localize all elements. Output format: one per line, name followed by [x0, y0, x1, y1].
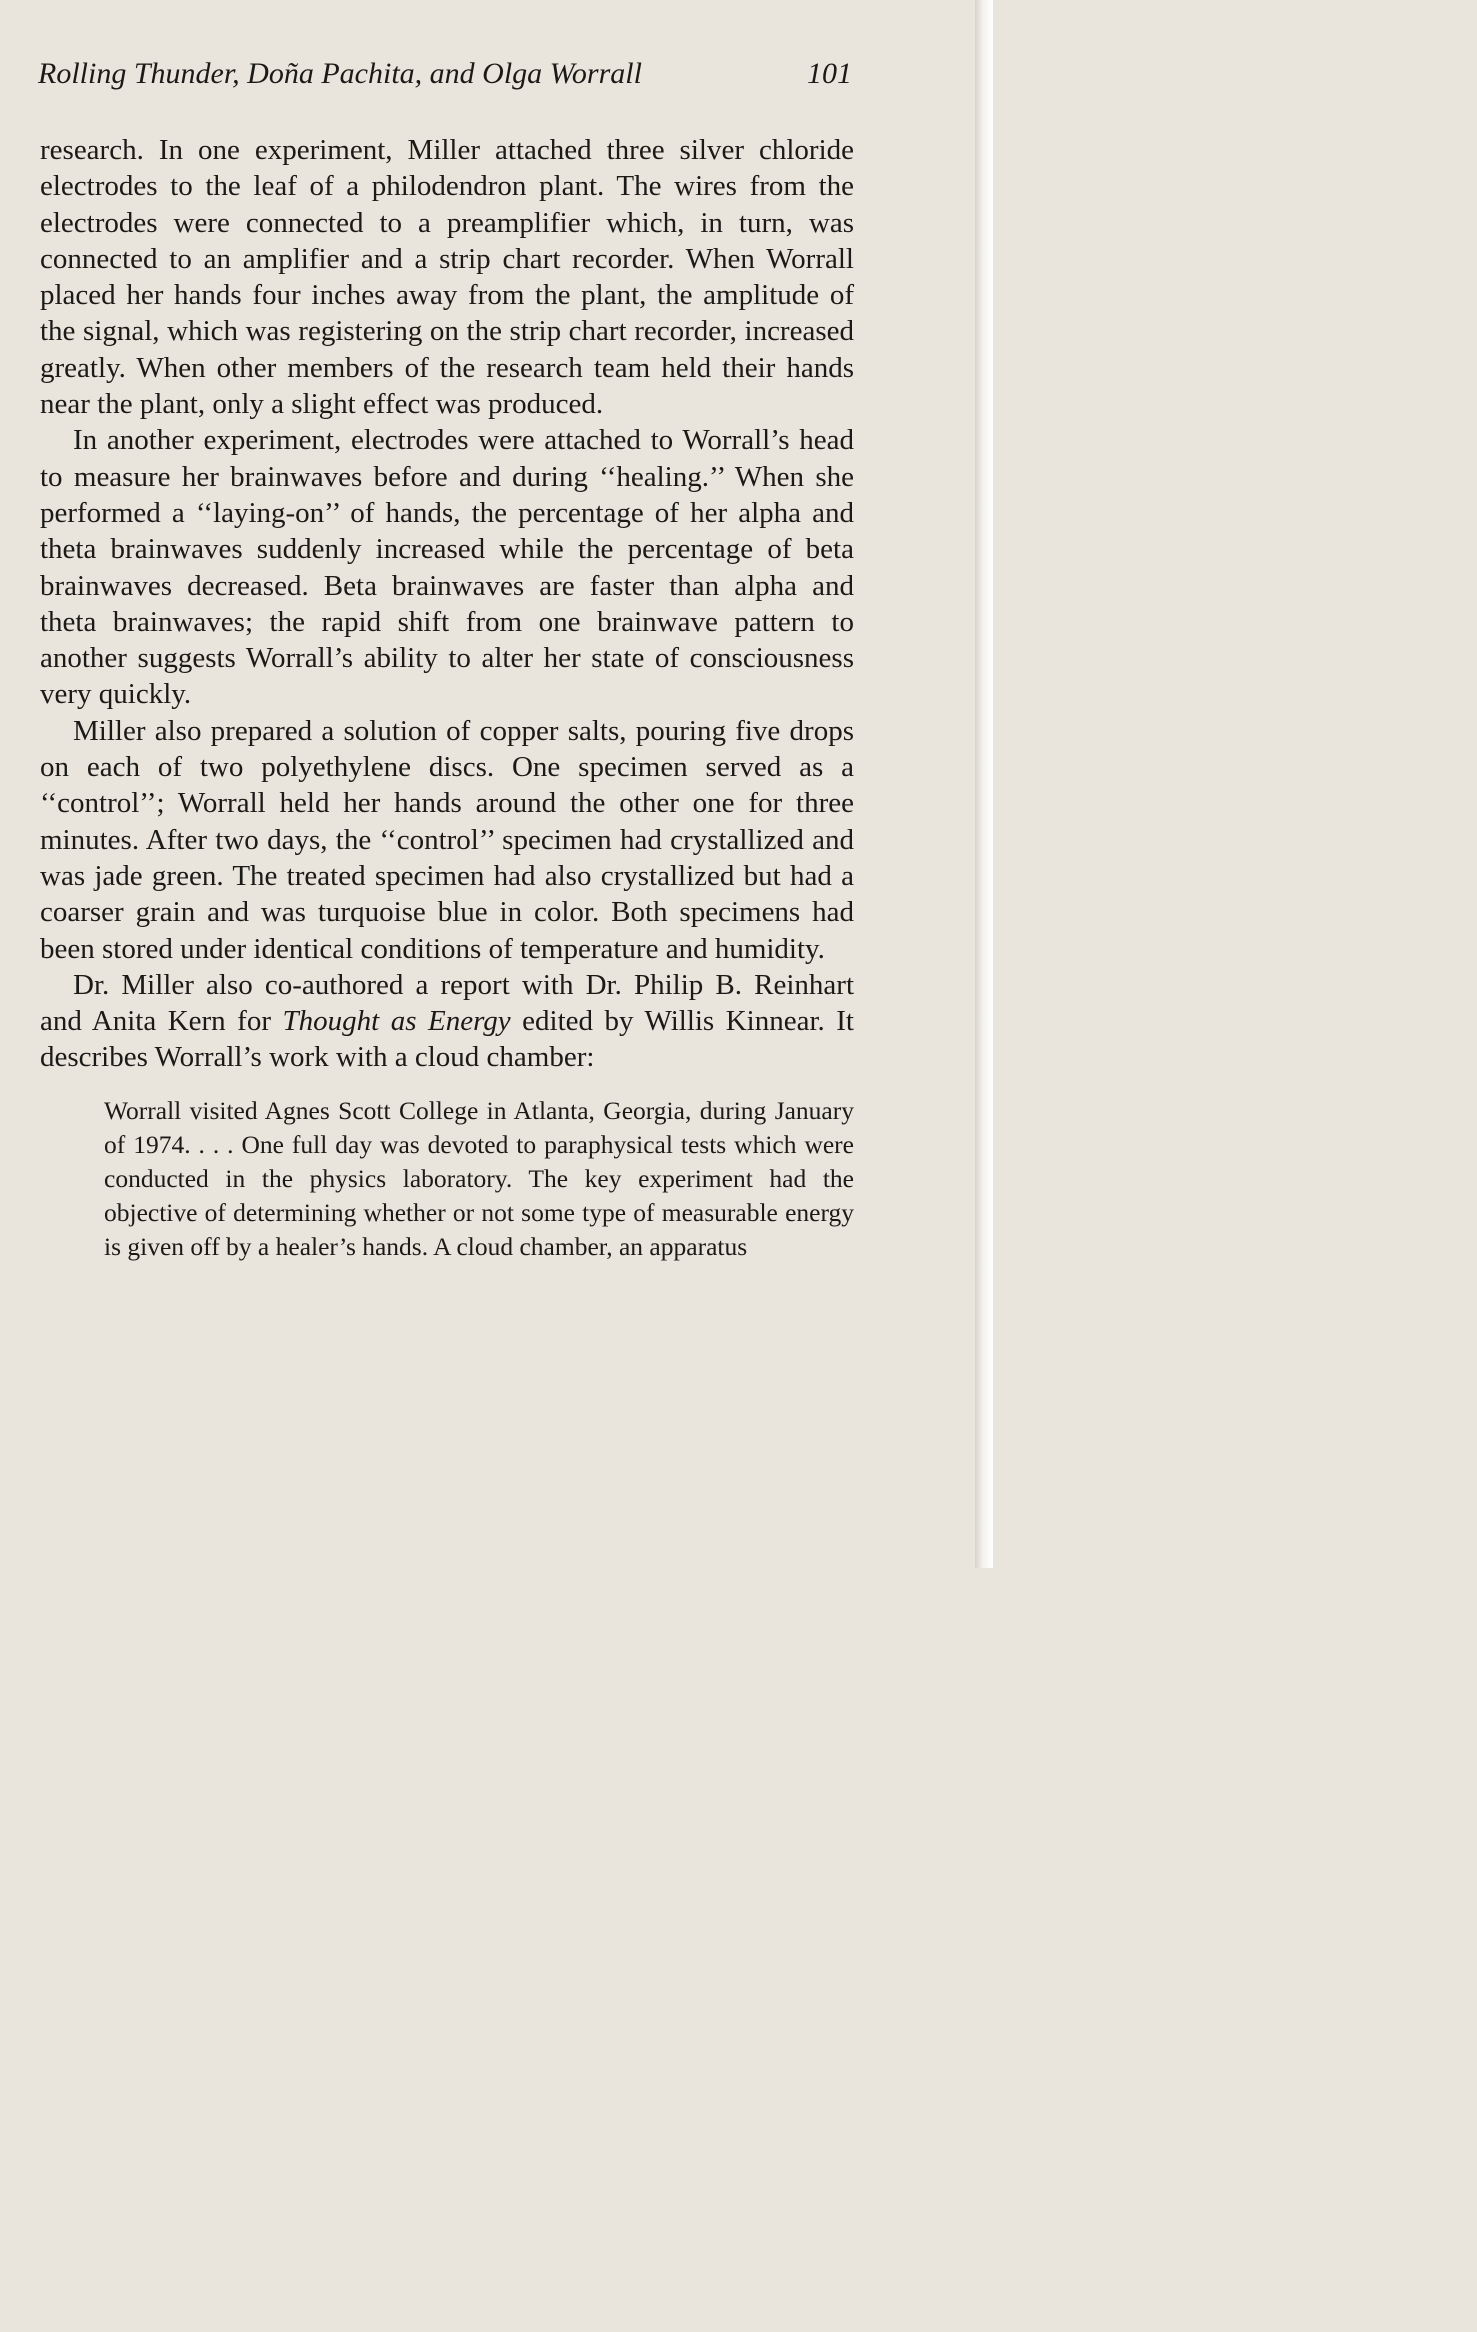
page-edge — [975, 0, 993, 1568]
block-quote: Worrall visited Agnes Scott College in Atlanta, Georgia, during January of 1974. . . . One full day was devoted to paraphysical tests which were conducted in the physics laboratory. The key experiment had the objective of determining whether or not some type of measurable energy is given off by a healer’s hands. A cloud chamber, an apparatus — [104, 1095, 854, 1261]
paragraph-3: Miller also prepared a solution of copper salts, pouring five drops on each of two polyethylene discs. One specimen served as a ‘‘control’’; Worrall held her hands around the other one for three minutes. After two days, the ‘‘control’’ specimen had crystallized and was jade green. The treated specimen had also crystallized but had a coarser grain and was turquoise blue in color. Both specimens had been stored under identical conditions of temperature and humidity. — [40, 714, 854, 965]
paragraph-4-text-end: edited by Willis Kinnear. It describes Worrall’s work with a cloud chamber: — [40, 1005, 854, 1074]
book-title: Thought as Energy — [282, 1005, 511, 1038]
body-text — [40, 132, 854, 1264]
page-number: 101 — [807, 57, 852, 90]
paragraph-1: research. In one experiment, Miller attached three silver chloride electrodes to the leaf of a philodendron plant. The wires from the electrodes were connected to a preamplifier which, in turn, was connected to an amplifier and a strip chart recorder. When Worrall placed her hands four inches away from the plant, the amplitude of the signal, which was registering on the strip chart recorder, increased greatly. When other members of the research team held their hands near the plant, only a slight effect was produced. — [40, 134, 854, 421]
running-title: Rolling Thunder, Doña Pachita, and Olga Worrall — [38, 57, 642, 90]
paragraph-4 — [40, 967, 854, 1076]
running-header — [38, 52, 852, 96]
paragraph-2: In another experiment, electrodes were attached to Worrall’s head to measure her brainwaves before and during ‘‘healing.’’ When she performed a ‘‘laying-on’’ of hands, the percentage of her alpha and theta brainwaves suddenly increased while the percentage of beta brainwaves decreased. Beta brainwaves are faster than alpha and theta brainwaves; the rapid shift from one brainwave pattern to another suggests Worrall’s ability to alter her state of consciousness very quickly. — [40, 424, 854, 711]
paragraph-4-text-start: Dr. Miller also co-authored a report with Dr. Philip B. Reinhart and Anita Kern for — [40, 968, 854, 1038]
